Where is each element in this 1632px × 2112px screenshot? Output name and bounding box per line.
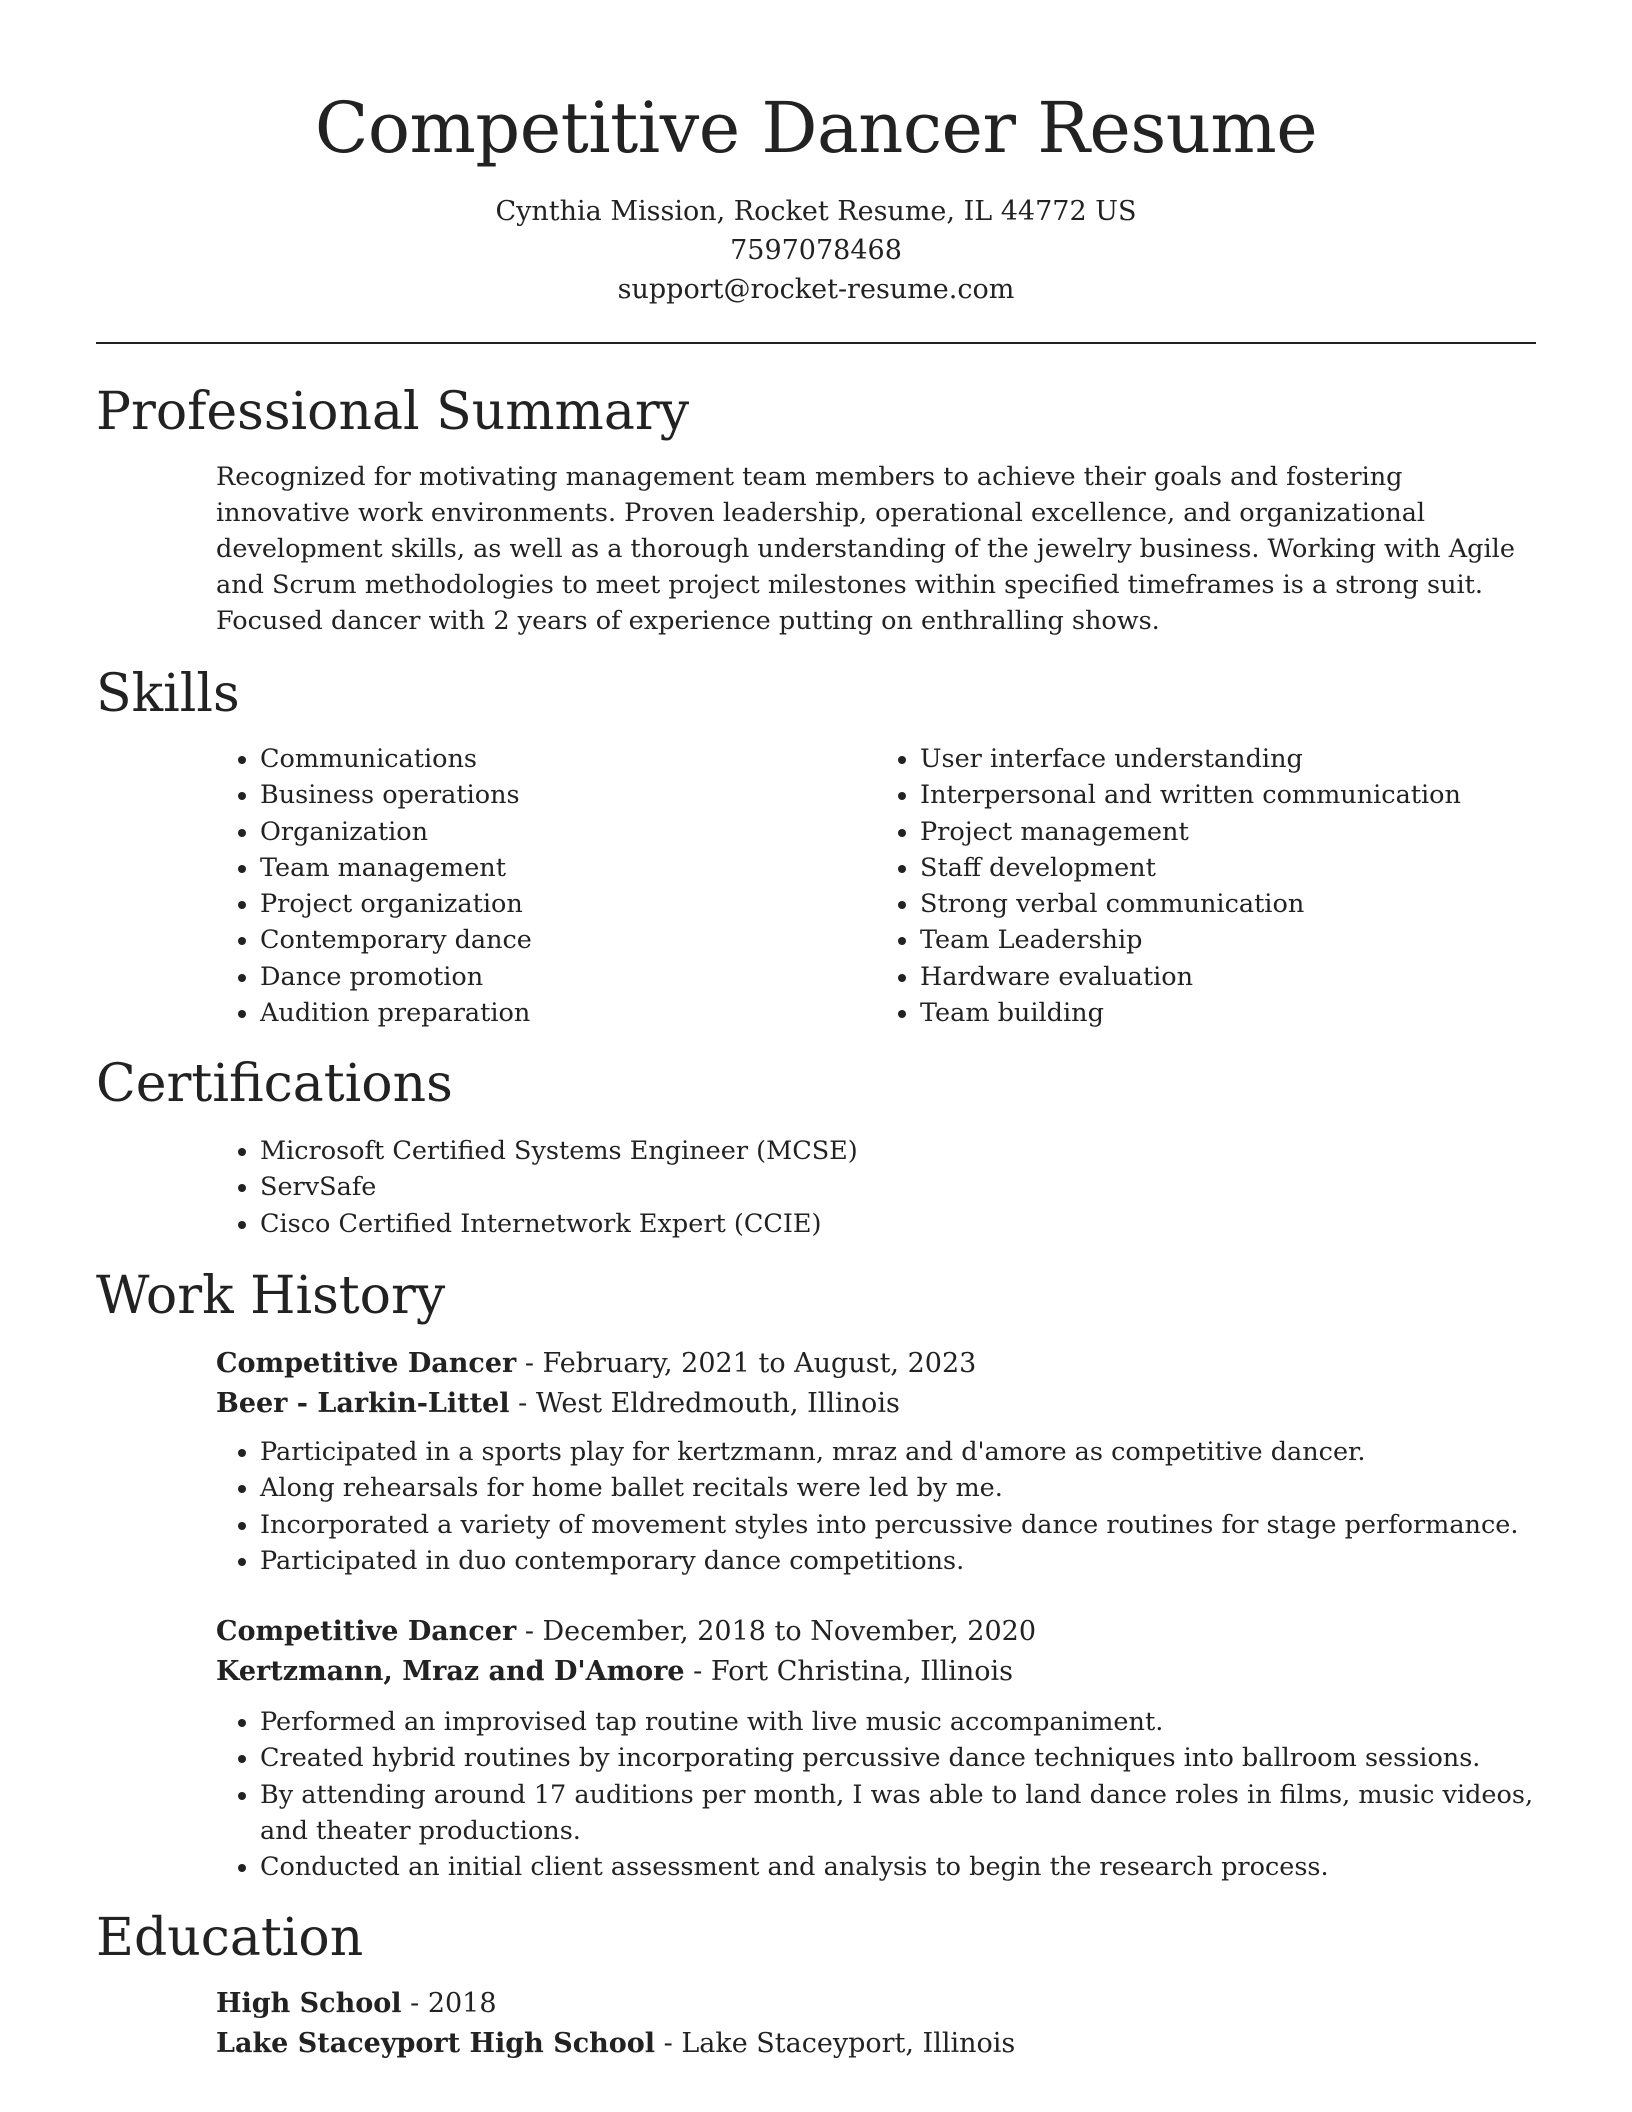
job-company: Beer - Larkin-Littel <box>216 1388 510 1419</box>
contact-address: Cynthia Mission, Rocket Resume, IL 44772 US <box>495 196 1137 227</box>
summary-text: Recognized for motivating management team members to achieve their goals and fostering innovative work environments. Proven leadership, operational excellence, and organizational development skills, as well as a thorough understanding of the jewelry business. Working with Agile and Scrum methodologies to meet project milestones within specified timeframes is a strong suit. Focused dancer with 2 years of experience putting on enthralling shows. <box>216 462 1515 636</box>
job-title: Competitive Dancer <box>216 1616 517 1647</box>
job-title-line <box>216 1344 1536 1384</box>
resume-title: Competitive Dancer Resume <box>314 87 1318 169</box>
certifications-heading: Certifications <box>96 1054 453 1114</box>
certification-item: • ServSafe <box>260 1169 1536 1205</box>
job-bullet: • Participated in duo contemporary dance competitions. <box>260 1543 1536 1579</box>
education-school: Lake Staceyport High School <box>216 2028 656 2059</box>
skill-item: • Interpersonal and written communication <box>920 777 1536 813</box>
education-school-line <box>216 2024 1536 2064</box>
education-degree-line <box>216 1984 1536 2024</box>
certification-item: • Microsoft Certified Systems Engineer (MCSE) <box>260 1133 1536 1169</box>
skill-item: • Team management <box>260 850 876 886</box>
summary-section <box>216 459 1536 639</box>
job-title-line <box>216 1612 1536 1652</box>
education-location: - Lake Staceyport, Illinois <box>655 2028 1016 2059</box>
education-entry <box>216 1984 1536 2064</box>
job-entry <box>216 1344 1536 1579</box>
work-history-heading: Work History <box>96 1266 446 1326</box>
header-divider <box>96 342 1536 344</box>
education-degree: High School <box>216 1988 402 2019</box>
job-bullet: • Performed an improvised tap routine with live music accompaniment. <box>260 1704 1536 1740</box>
skill-item: • Project organization <box>260 886 876 922</box>
job-bullets <box>216 1434 1536 1579</box>
job-dates: - December, 2018 to November, 2020 <box>516 1616 1036 1647</box>
job-location: - West Eldredmouth, Illinois <box>509 1388 900 1419</box>
skills-heading: Skills <box>96 664 240 724</box>
job-bullet: • Conducted an initial client assessment and analysis to begin the research process. <box>260 1849 1536 1885</box>
skill-item: • User interface understanding <box>920 741 1536 777</box>
skill-item: • Strong verbal communication <box>920 886 1536 922</box>
job-entry <box>216 1612 1536 1885</box>
contact-phone: 7597078468 <box>730 235 902 266</box>
education-heading: Education <box>96 1908 364 1968</box>
skill-item: • Organization <box>260 814 876 850</box>
job-dates: - February, 2021 to August, 2023 <box>516 1348 977 1379</box>
job-company-line <box>216 1384 1536 1424</box>
skills-column-right <box>876 741 1536 1031</box>
job-bullet: • Created hybrid routines by incorporating percussive dance techniques into ballroom sessions. <box>260 1740 1536 1776</box>
job-company: Kertzmann, Mraz and D'Amore <box>216 1656 685 1687</box>
job-bullets <box>216 1704 1536 1885</box>
job-bullet: • Participated in a sports play for kertzmann, mraz and d'amore as competitive dancer. <box>260 1434 1536 1470</box>
job-bullet: • By attending around 17 auditions per month, I was able to land dance roles in films, music videos, and theater productions. <box>260 1777 1536 1850</box>
education-year: - 2018 <box>401 1988 497 2019</box>
skill-item: • Project management <box>920 814 1536 850</box>
job-title: Competitive Dancer <box>216 1348 517 1379</box>
skill-item: • Hardware evaluation <box>920 959 1536 995</box>
skills-column-left <box>216 741 876 1031</box>
job-location: - Fort Christina, Illinois <box>684 1656 1013 1687</box>
job-bullet: • Incorporated a variety of movement styles into percussive dance routines for stage performance. <box>260 1507 1536 1543</box>
skill-item: • Communications <box>260 741 876 777</box>
contact-email: support@rocket-resume.com <box>617 274 1015 305</box>
summary-heading: Professional Summary <box>96 382 690 442</box>
certification-item: • Cisco Certified Internetwork Expert (CCIE) <box>260 1206 1536 1242</box>
skill-item: • Contemporary dance <box>260 922 876 958</box>
skill-item: • Staff development <box>920 850 1536 886</box>
resume-header <box>0 0 1632 309</box>
skill-item: • Team Leadership <box>920 922 1536 958</box>
skill-item: • Dance promotion <box>260 959 876 995</box>
certifications-list <box>216 1133 1536 1242</box>
skills-list <box>216 741 1536 1031</box>
skill-item: • Audition preparation <box>260 995 876 1031</box>
job-company-line <box>216 1652 1536 1692</box>
job-bullet: • Along rehearsals for home ballet recitals were led by me. <box>260 1470 1536 1506</box>
contact-info <box>0 192 1632 309</box>
skill-item: • Business operations <box>260 777 876 813</box>
skill-item: • Team building <box>920 995 1536 1031</box>
